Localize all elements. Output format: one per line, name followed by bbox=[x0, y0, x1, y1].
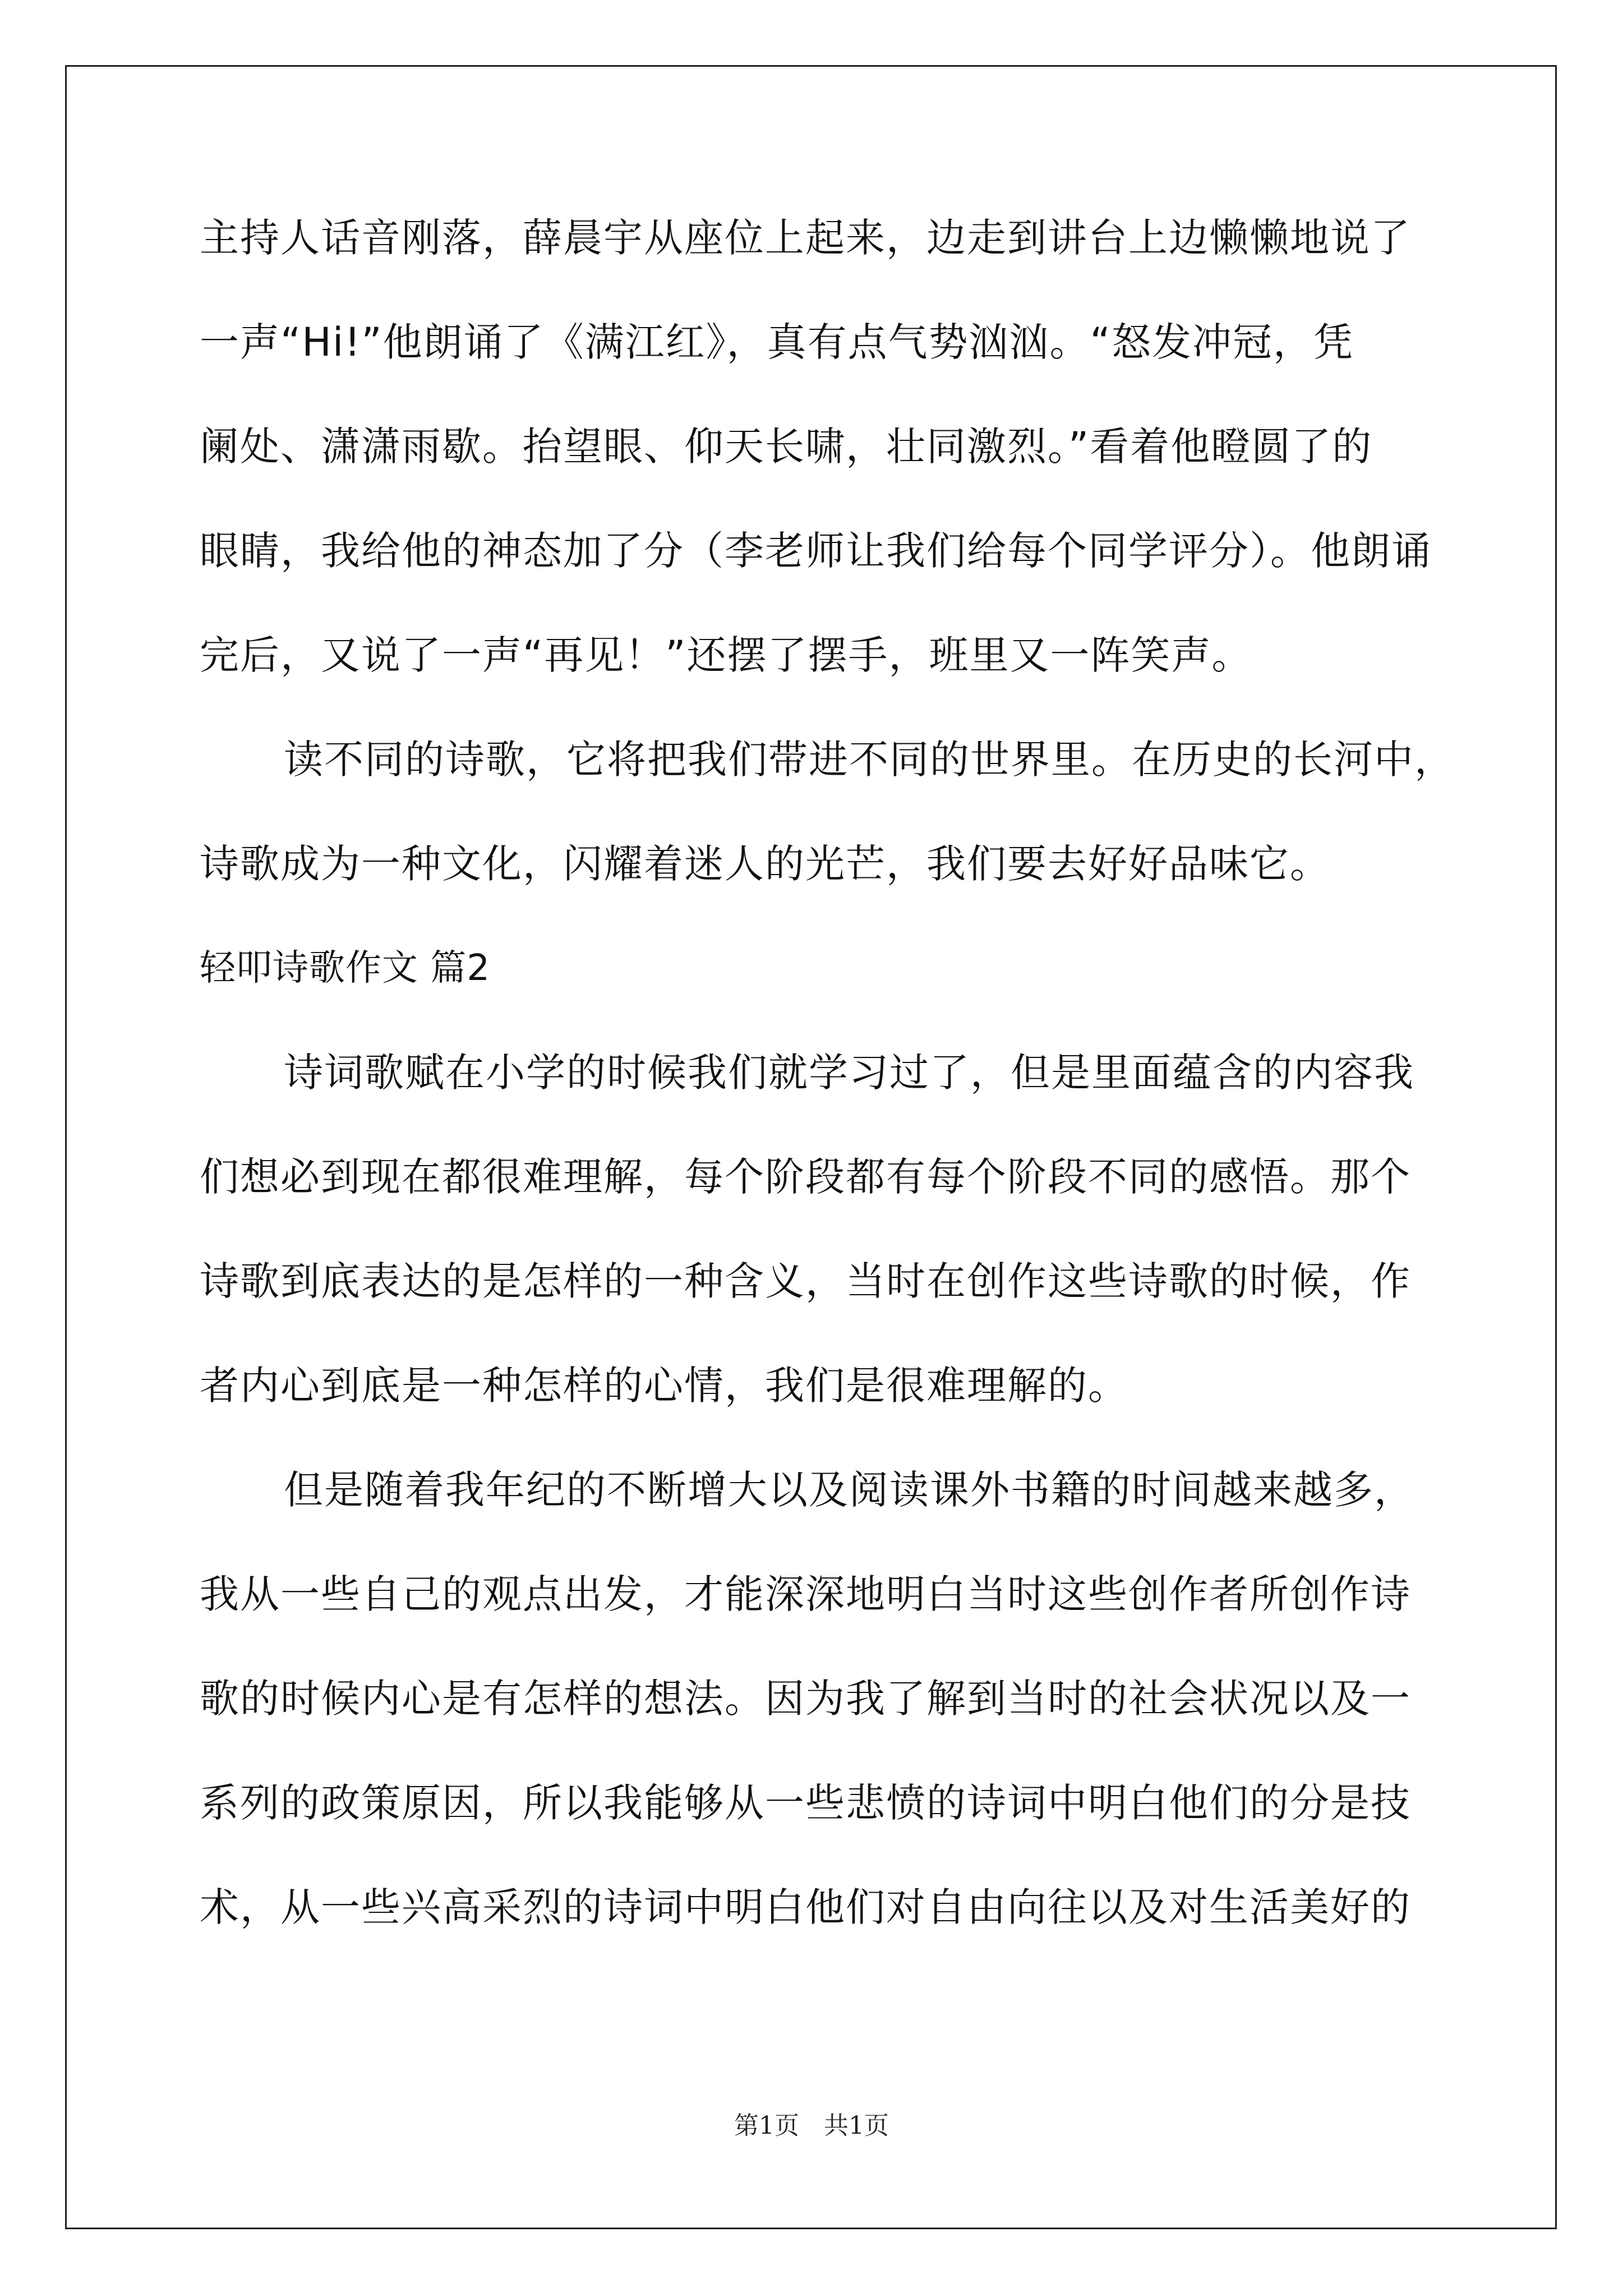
text-line: 歌的时候内心是有怎样的想法。因为我了解到当时的社会状况以及一 bbox=[200, 1676, 1411, 1722]
text-line: 诗词歌赋在小学的时候我们就学习过了，但是里面蕴含的内容我 bbox=[284, 1050, 1414, 1096]
text-line: 诗歌到底表达的是怎样的一种含义，当时在创作这些诗歌的时候，作 bbox=[200, 1258, 1411, 1304]
text-line: 者内心到底是一种怎样的心情，我们是很难理解的。 bbox=[200, 1363, 1128, 1409]
text-line: 诗歌成为一种文化，闪耀着迷人的光芒，我们要去好好品味它。 bbox=[200, 841, 1330, 887]
text-line: 读不同的诗歌，它将把我们带进不同的世界里。在历史的长河中， bbox=[284, 737, 1455, 783]
text-line: 眼睛，我给他的神态加了分（李老师让我们给每个同学评分）。他朗诵 bbox=[200, 528, 1432, 574]
text-line: 阑处、潇潇雨歇。抬望眼、仰天长啸，壮同激烈。”看着他瞪圆了的 bbox=[200, 424, 1373, 470]
section-heading: 轻叩诗歌作文 篇2 bbox=[200, 947, 491, 989]
text-line: 但是随着我年纪的不断增大以及阅读课外书籍的时间越来越多， bbox=[284, 1467, 1414, 1513]
text-line: 完后，又说了一声“再见！”还摆了摆手，班里又一阵笑声。 bbox=[200, 632, 1252, 678]
text-line: 系列的政策原因，所以我能够从一些悲愤的诗词中明白他们的分是技 bbox=[200, 1780, 1411, 1826]
text-line: 们想必到现在都很难理解，每个阶段都有每个阶段不同的感悟。那个 bbox=[200, 1154, 1411, 1200]
text-line: 术，从一些兴高采烈的诗词中明白他们对自由向往以及对生活美好的 bbox=[200, 1884, 1411, 1930]
text-line: 一声“Hi!”他朗诵了《满江红》，真有点气势汹汹。“怒发冲冠，凭 bbox=[200, 319, 1354, 365]
text-line: 主持人话音刚落，薛晨宇从座位上起来，边走到讲台上边懒懒地说了 bbox=[200, 215, 1411, 261]
text-line: 我从一些自己的观点出发，才能深深地明白当时这些创作者所创作诗 bbox=[200, 1571, 1411, 1617]
page-footer: 第1页 共1页 bbox=[734, 2111, 889, 2140]
